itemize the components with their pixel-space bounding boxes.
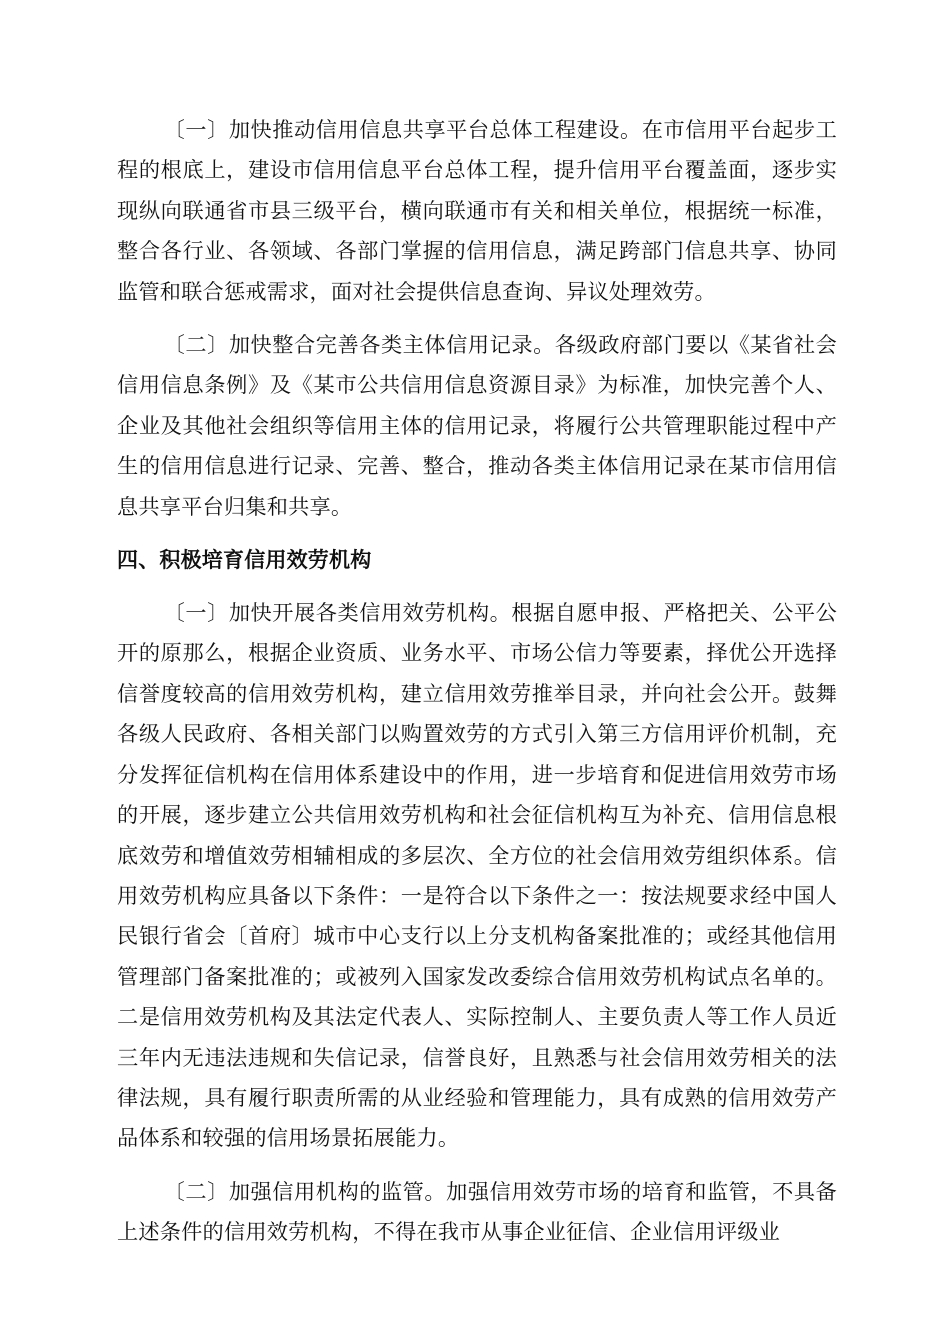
paragraph-service-agencies: 〔一〕加快开展各类信用效劳机构。根据自愿申报、严格把关、公平公开的原那么，根据企业资质、业务水平、市场公信力等要素，择优公开选择信誉度较高的信用效劳机构，建立信用效劳推举目录，并向社会公开。鼓舞各级人民政府、各相关部门以购置效劳的方式引入第三方信用评价机制，充分发挥征信机构在信用体系建设中的作用，进一步培育和促进信用效劳市场的开展，逐步建立公共信用效劳机构和社会征信机构互为补充、信用信息根底效劳和增值效劳相辅相成的多层次、全方位的社会信用效劳组织体系。信用效劳机构应具备以下条件：一是符合以下条件之一：按法规要求经中国人民银行省会〔首府〕城市中心支行以上分支机构备案批准的；或经其他信用管理部门备案批准的；或被列入国家发改委综合信用效劳机构试点名单的。二是信用效劳机构及其法定代表人、实际控制人、主要负责人等工作人员近三年内无违法违规和失信记录，信誉良好，且熟悉与社会信用效劳相关的法律法规，具有履行职责所需的从业经验和管理能力，具有成熟的信用效劳产品体系和较强的信用场景拓展能力。 — [117, 600, 837, 1151]
paragraph-agency-supervision: 〔二〕加强信用机构的监管。加强信用效劳市场的培育和监管，不具备上述条件的信用效劳机构，不得在我市从事企业征信、企业信用评级业 — [117, 1178, 837, 1245]
section-heading: 四、积极培育信用效劳机构 — [117, 548, 372, 573]
paragraph-credit-records: 〔二〕加快整合完善各类主体信用记录。各级政府部门要以《某省社会信用信息条例》及《某市公共信用信息资源目录》为标准，加快完善个人、企业及其他社会组织等信用主体的信用记录，将履行公共管理职能过程中产生的信用信息进行记录、完善、整合，推动各类主体信用记录在某市信用信息共享平台归集和共享。 — [117, 332, 837, 519]
document-body — [117, 110, 837, 1266]
paragraph-platform-construction: 〔一〕加快推动信用信息共享平台总体工程建设。在市信用平台起步工程的根底上，建设市信用信息平台总体工程，提升信用平台覆盖面，逐步实现纵向联通省市县三级平台，横向联通市有关和相关单位，根据统一标准，整合各行业、各领域、各部门掌握的信用信息，满足跨部门信息共享、协同监管和联合惩戒需求，面对社会提供信息查询、异议处理效劳。 — [117, 117, 837, 304]
